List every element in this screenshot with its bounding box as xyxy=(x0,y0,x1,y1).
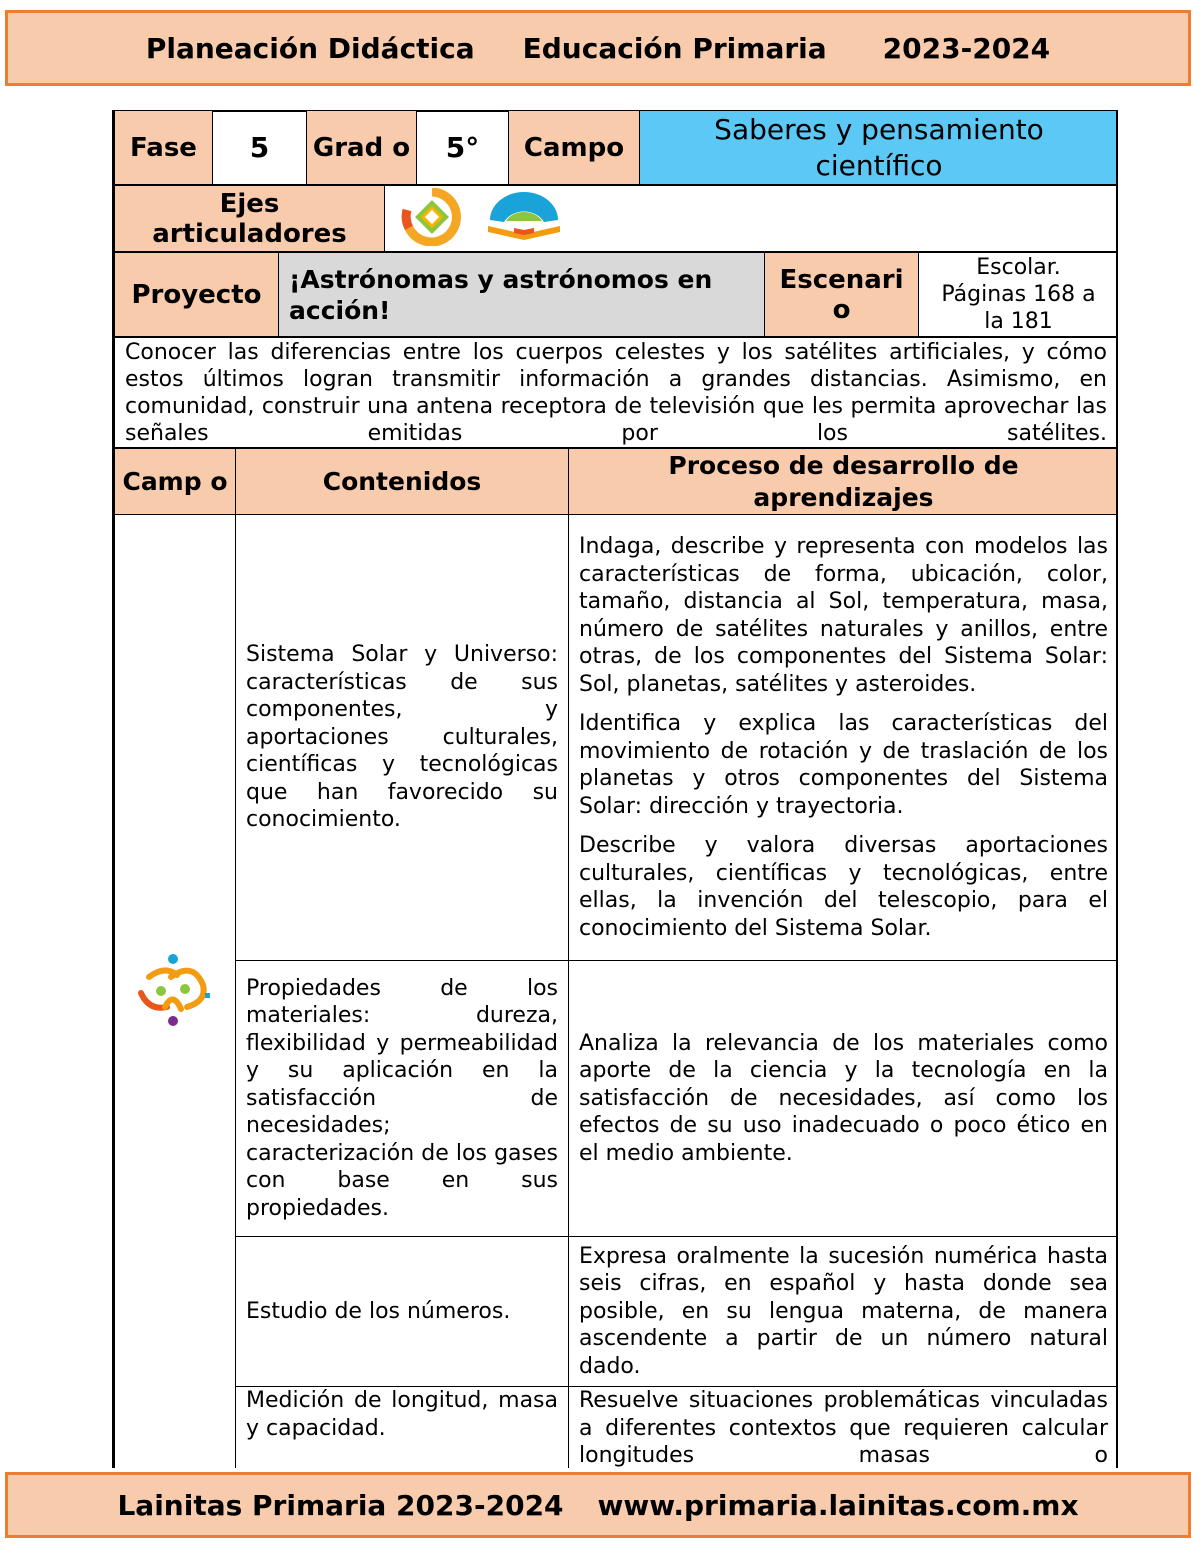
info-table-row3 xyxy=(114,252,1118,337)
fase-value: 5 xyxy=(213,111,307,185)
table-row-3-proceso xyxy=(569,1237,1119,1387)
footer-site-name: Lainitas Primaria 2023-2024 xyxy=(117,1488,564,1522)
proceso-paragraph: Identifica y explica las características del movimiento de rotación y de traslación de los planetas y otros componentes del Sistema Solar: dirección y trayectoria. xyxy=(579,711,1108,819)
table-row-2-proceso xyxy=(569,961,1119,1237)
col-campo-header: Camp o xyxy=(115,449,236,515)
grado-value: 5° xyxy=(417,111,509,185)
footer-url[interactable]: www.primaria.lainitas.com.mx xyxy=(597,1488,1079,1522)
campo-icon-cell xyxy=(115,515,236,1469)
proceso-paragraph: Indaga, describe y representa con modelos las características de forma, ubicación, color, tamaño, distancia al Sol, temperatura, masa, número de satélites naturales y anillos, entre otras, de los componentes del Sistema Solar: Sol, planetas, satélites y asteroides. xyxy=(579,534,1108,697)
apropiacion-culturas-lectura-icon xyxy=(484,188,564,250)
info-table-row1 xyxy=(114,110,1118,185)
campo-value: Saberes y pensamiento científico xyxy=(640,111,1119,185)
proceso-paragraph: Expresa oralmente la sucesión numérica hasta seis cifras, en español y hasta donde sea posible, en su lengua materna, de manera ascendente a partir de un número natural dado. xyxy=(579,1243,1108,1379)
header-title: Planeación Didáctica xyxy=(145,31,475,65)
planning-sheet xyxy=(112,110,1118,1468)
table-row-2-contenido: Propiedades de los materiales: dureza, flexibilidad y permeabilidad y su aplicación en la satisfacción de necesidades; caracterización de los gases con base en sus propiedades. xyxy=(236,961,569,1237)
grado-label: Grad o xyxy=(307,111,417,185)
ejes-label: Ejes articuladores xyxy=(115,186,385,252)
objective-table xyxy=(114,337,1118,448)
info-table-row2 xyxy=(114,185,1118,252)
escenario-value: Escolar. Páginas 168 a la 181 xyxy=(919,253,1119,337)
col-proceso-header: Proceso de desarrollo de aprendizajes xyxy=(569,449,1119,515)
header-banner xyxy=(5,10,1191,86)
interculturalidad-critica-icon xyxy=(399,188,465,250)
col-contenidos-header: Contenidos xyxy=(236,449,569,515)
table-row-4-contenido: Medición de longitud, masa y capacidad. xyxy=(236,1387,569,1469)
header-year: 2023-2024 xyxy=(882,31,1051,65)
table-row-4-proceso xyxy=(569,1387,1119,1469)
escenario-label: Escenari o xyxy=(765,253,919,337)
saberes-pensamiento-cientifico-icon xyxy=(135,951,215,1031)
project-objective: Conocer las diferencias entre los cuerpos celestes y los satélites artificiales, y cómo estos últimos logran transmitir información a grandes distancias. Asimismo, en comunidad, construir una antena receptora de televisión que les permita aprovechar las señales emitidas por los satélites. xyxy=(125,339,1107,446)
proyecto-value: ¡Astrónomas y astrónomos en acción! xyxy=(279,253,765,337)
proceso-paragraph: Resuelve situaciones problemáticas vinculadas a diferentes contextos que requieren calcular longitudes masas o xyxy=(579,1388,1108,1468)
proceso-paragraph: Describe y valora diversas aportaciones culturales, científicas y tecnológicas, entre ellas, la invención del telescopio, para el conocimiento del Sistema Solar. xyxy=(579,833,1108,941)
fase-label: Fase xyxy=(115,111,213,185)
contents-table xyxy=(114,448,1118,1468)
footer-banner xyxy=(5,1472,1191,1538)
table-row-1-contenido: Sistema Solar y Universo: características de sus componentes, y aportaciones culturales, científicas y tecnológicas que han favorecido su conocimiento. xyxy=(236,515,569,961)
campo-label: Campo xyxy=(509,111,640,185)
proceso-paragraph: Analiza la relevancia de los materiales como aporte de la ciencia y la tecnología en la satisfacción de necesidades, así como los efectos de su uso inadecuado o poco ético en el medio ambiente. xyxy=(579,1030,1108,1166)
header-level: Educación Primaria xyxy=(522,31,827,65)
ejes-icons xyxy=(385,186,1119,252)
proyecto-label: Proyecto xyxy=(115,253,279,337)
table-row-3-contenido: Estudio de los números. xyxy=(236,1237,569,1387)
table-row-1-proceso xyxy=(569,515,1119,961)
